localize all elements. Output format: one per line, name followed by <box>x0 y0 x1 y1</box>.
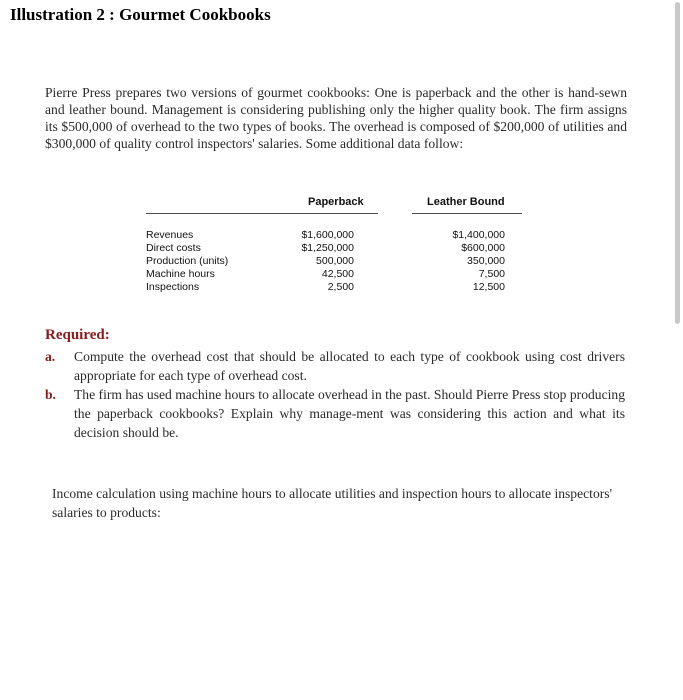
required-letter-b: b. <box>45 387 56 402</box>
paperback-direct-costs: $1,250,000 <box>301 242 354 254</box>
leather-revenues: $1,400,000 <box>452 229 505 241</box>
leather-inspections: 12,500 <box>472 281 505 293</box>
paperback-inspections: 2,500 <box>327 281 354 293</box>
leather-production: 350,000 <box>467 255 505 267</box>
paperback-values <box>274 229 354 294</box>
row-label-machine-hours: Machine hours <box>146 268 215 280</box>
required-text-a: Compute the overhead cost that should be allocated to each type of cookbook using cost drivers appropriate for each type of overhead cost. <box>74 349 625 383</box>
header-paperback: Paperback <box>308 196 364 208</box>
header-rule-leather <box>412 213 522 214</box>
header-rule-paperback <box>146 213 378 214</box>
required-text-b: The firm has used machine hours to allocate overhead in the past. Should Pierre Press stop producing the paperback cookbooks? Explain why manage-ment was considering this action and what its decision should be. <box>74 387 625 440</box>
row-label-revenues: Revenues <box>146 229 194 241</box>
required-heading: Required: <box>45 327 110 343</box>
required-item-a <box>45 347 625 385</box>
required-letter-a: a. <box>45 349 56 364</box>
page-title: Illustration 2 : Gourmet Cookbooks <box>10 5 271 24</box>
required-item-b <box>45 385 625 442</box>
leather-values <box>425 229 505 294</box>
row-labels <box>146 229 228 294</box>
header-leather-bound: Leather Bound <box>427 196 505 208</box>
vertical-scrollbar[interactable] <box>675 2 680 324</box>
leather-direct-costs: $600,000 <box>461 242 505 254</box>
leather-machine-hours: 7,500 <box>478 268 505 280</box>
row-label-production: Production (units) <box>146 255 229 267</box>
paperback-revenues: $1,600,000 <box>301 229 354 241</box>
paperback-production: 500,000 <box>316 255 354 267</box>
row-label-direct-costs: Direct costs <box>146 242 201 254</box>
row-label-inspections: Inspections <box>146 281 200 293</box>
calculation-note: Income calculation using machine hours to allocate utilities and inspection hours to allocate inspectors' salaries to products: <box>52 486 613 520</box>
paperback-machine-hours: 42,500 <box>321 268 354 280</box>
intro-paragraph: Pierre Press prepares two versions of gourmet cookbooks: One is paperback and the other is hand-sewn and leather bound. Management is considering publishing only the higher quality book. The firm assigns its $500,000 of overhead to the two types of books. The overhead is composed of $200,000 of utilities and $300,000 of quality control inspectors' salaries. Some additional data follow: <box>45 85 627 151</box>
